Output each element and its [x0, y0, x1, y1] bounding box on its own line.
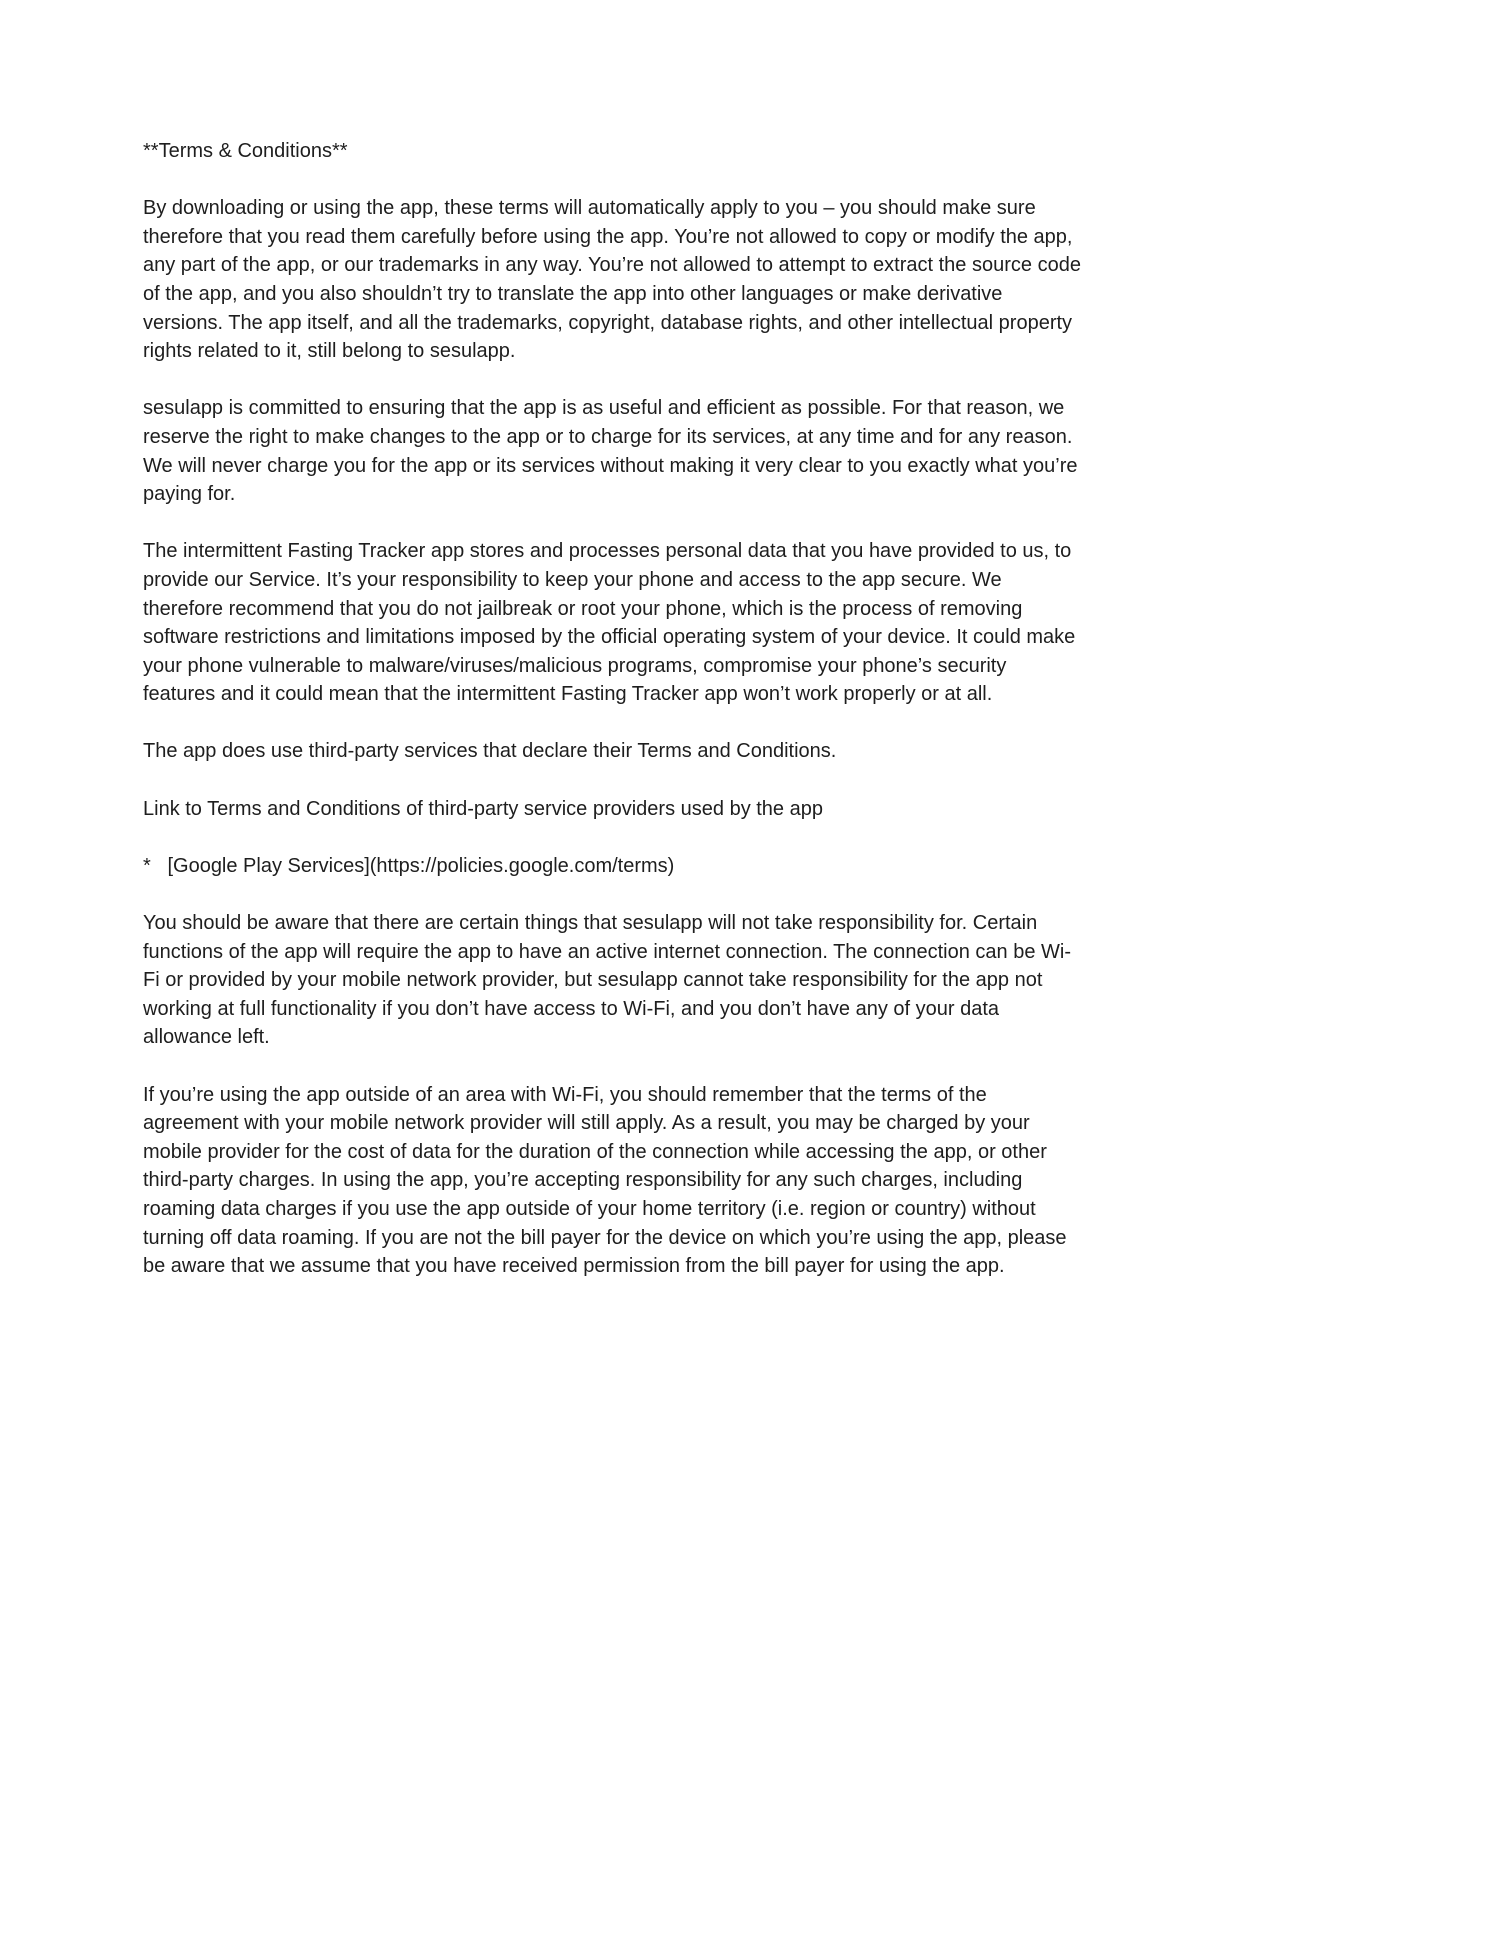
document-title: **Terms & Conditions**: [143, 140, 348, 162]
paragraph-responsibility: You should be aware that there are certain things that sesulapp will not take responsibility for. Certain functions of the app will require the app to have an active internet connection. The connection can be Wi-Fi or provided by your mobile network provider, but sesulapp cannot take responsibility for the app not working at full functionality if you don’t have access to Wi-Fi, and you don’t have any of your data allowance left.: [143, 912, 1071, 1049]
paragraph-google-play-services-link: * [Google Play Services](https://policies.google.com/terms): [143, 854, 675, 877]
terms-document: [143, 137, 1087, 1281]
paragraph-data-charges: If you’re using the app outside of an area with Wi-Fi, you should remember that the terms of the agreement with your mobile network provider will still apply. As a result, you may be charged by your mobile provider for the cost of data for the duration of the connection while accessing the app, or other third-party charges. In using the app, you’re accepting responsibility for any such charges, including roaming data charges if you use the app outside of your home territory (i.e. region or country) without turning off data roaming. If you are not the bill payer for the device on which you’re using the app, please be aware that we assume that you have received permission from the bill payer for using the app.: [143, 1083, 1073, 1278]
paragraph-commitment: sesulapp is committed to ensuring that the app is as useful and efficient as possible. For that reason, we reserve the right to make changes to the app or to charge for its services, at any time and for any reason. We will never charge you for the app or its services without making it very clear to you exactly what you’re paying for.: [143, 397, 1084, 506]
paragraph-personal-data: The intermittent Fasting Tracker app stores and processes personal data that you have provided to us, to provide our Service. It’s your responsibility to keep your phone and access to the app secure. We therefore recommend that you do not jailbreak or root your phone, which is the process of removing software restrictions and limitations imposed by the official operating system of your device. It could make your phone vulnerable to malware/viruses/malicious programs, compromise your phone’s security features and it could mean that the intermittent Fasting Tracker app won’t work properly or at all.: [143, 540, 1081, 706]
paragraph-intro-terms: By downloading or using the app, these terms will automatically apply to you – you should make sure therefore that you read them carefully before using the app. You’re not allowed to copy or modify the app, any part of the app, or our trademarks in any way. You’re not allowed to attempt to extract the source code of the app, and you also shouldn’t try to translate the app into other languages or make derivative versions. The app itself, and all the trademarks, copyright, database rights, and other intellectual property rights related to it, still belong to sesulapp.: [143, 197, 1087, 363]
paragraph-third-party-services: The app does use third-party services that declare their Terms and Conditions.: [143, 740, 837, 763]
paragraph-third-party-links-intro: Link to Terms and Conditions of third-party service providers used by the app: [143, 797, 823, 820]
